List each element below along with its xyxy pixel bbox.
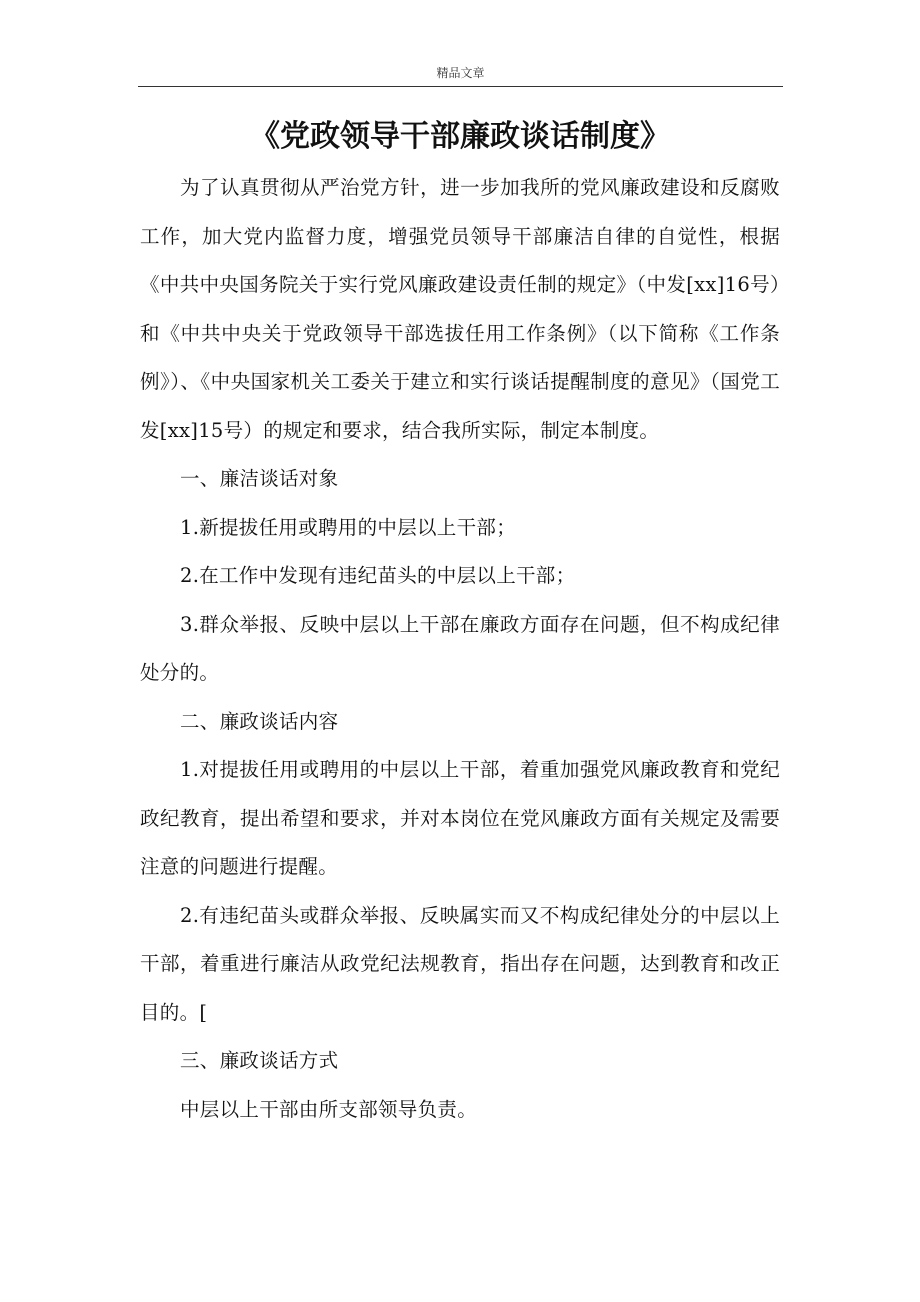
list-item: 1.新提拔任用或聘用的中层以上干部；	[180, 515, 517, 539]
section-heading-3: 三、廉政谈话方式	[180, 1049, 339, 1072]
list-item: 1.对提拔任用或聘用的中层以上干部，着重加强党风廉政教育和党纪政纪教育，提出希望和要求，并对本岗位在党风廉政方面有关规定及需要注意的问题进行提醒。	[140, 758, 780, 878]
paragraph-intro: 为了认真贯彻从严治党方针，进一步加我所的党风廉政建设和反腐败工作，加大党内监督力度，增强党员领导干部廉洁自律的自觉性，根据《中共中央国务院关于实行党风廉政建设责任制的规定》（中发[xx]16号）和《中共中央关于党政领导干部选拔任用工作条例》（以下简称《工作条例》）、《中央国家机关工委关于建立和实行谈话提醒制度的意见》（国党工发[xx]15号）的规定和要求，结合我所实际，制定本制度。	[140, 176, 780, 442]
list-item: 3.群众举报、反映中层以上干部在廉政方面存在问题，但不构成纪律处分的。	[140, 612, 780, 684]
document-title: 《党政领导干部廉政谈话制度》	[250, 119, 670, 154]
section-heading-2: 二、廉政谈话内容	[180, 709, 339, 733]
paragraph: 中层以上干部由所支部领导负责。	[180, 1097, 478, 1121]
section-heading-1: 一、廉洁谈话对象	[180, 467, 339, 490]
list-item: 2.在工作中发现有违纪苗头的中层以上干部；	[180, 564, 576, 587]
header-label: 精品文章	[436, 66, 485, 80]
page-header	[138, 62, 783, 87]
list-item: 2.有违纪苗头或群众举报、反映属实而又不构成纪律处分的中层以上干部，着重进行廉洁从政党纪法规教育，指出存在问题，达到教育和改正目的。[	[140, 903, 780, 1024]
document-body	[140, 164, 780, 1134]
